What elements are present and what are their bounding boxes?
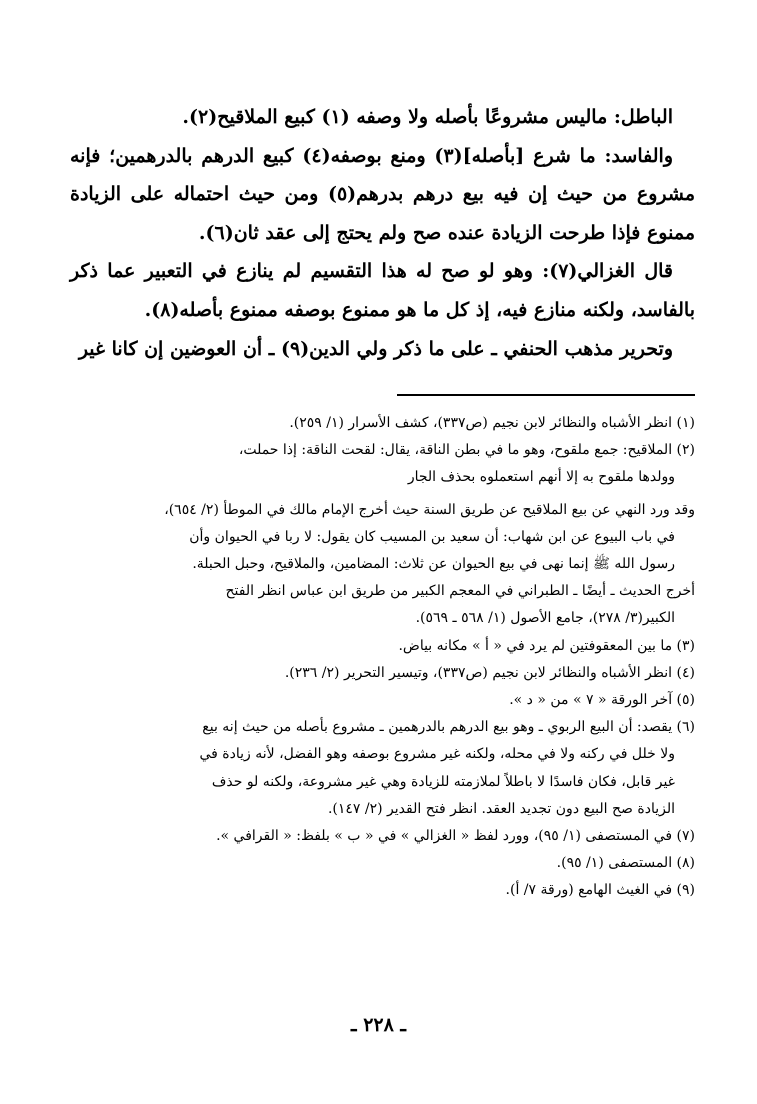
footnote-line: (٥) آخر الورقة « ٧ » من « د ».: [509, 692, 695, 709]
footnote-line: (٤) انظر الأشباه والنظائر لابن نجيم (ص٣٣٧)، وتيسير التحرير (٢/ ٢٣٦).: [284, 664, 695, 681]
footnote-line: رسول الله ﷺ إنما نهى في بيع الحيوان عن ثلاث: المضامين، والملاقيح، وحبل الحبلة.: [192, 556, 675, 573]
footnote-line: (٢) الملاقيح: جمع ملقوح، وهو ما في بطن الناقة، يقال: لقحت الناقة: إذا حملت،: [238, 442, 695, 459]
footnotes: [70, 410, 695, 905]
footnote-line: (٨) المستصفى (١/ ٩٥).: [556, 855, 695, 872]
footnote-line: وولدها ملقوح به إلا أنهم استعملوه بحذف الجار: [407, 469, 675, 486]
footnote-line: (٣) ما بين المعقوفتين لم يرد في « أ » مكانه بياض.: [398, 637, 695, 654]
footnote-line: أخرج الحديث ـ أيضًا ـ الطبراني في المعجم الكبير من طريق ابن عباس انظر الفتح: [225, 583, 695, 600]
footnote-line: في باب البيوع عن ابن شهاب: أن سعيد بن المسيب كان يقول: لا ربا في الحيوان وأن: [189, 528, 675, 545]
footnote-line: (١) انظر الأشباه والنظائر لابن نجيم (ص٣٣٧)، كشف الأسرار (١/ ٢٥٩).: [289, 415, 695, 431]
footnote-line: وقد ورد النهي عن بيع الملاقيح عن طريق السنة حيث أخرج الإمام مالك في الموطأ (٢/ ٦٥٤)،: [164, 501, 695, 518]
page-number: ـ ٢٢٨ ـ: [351, 1014, 406, 1036]
paragraph-fasid: والفاسد: ما شرع [بأصله](٣) ومنع بوصفه(٤) كبيع الدرهم بالدرهمين؛ فإنه مشروع من حيث إن فيه بيع درهم بدرهم(٥) ومن حيث احتماله على الزيادة ممنوع فإذا طرحت الزيادة عنده صح ولم يحتج إلى عقد ثان(٦).: [70, 144, 695, 244]
footnote-line: الزيادة صح البيع دون تجديد العقد. انظر فتح القدير (٢/ ١٤٧).: [327, 800, 675, 817]
footnote-line: (٩) في الغيث الهامع (ورقة ٧/ أ).: [505, 882, 695, 899]
footnote-line: ولا خلل في ركنه ولا في محله، ولكنه غير مشروع بوصفه وهو الفضل، لأنه زيادة في: [199, 746, 675, 763]
paragraph-hanafi: وتحرير مذهب الحنفي ـ على ما ذكر ولي الدين(٩) ـ أن العوضين إن كانا غير: [78, 337, 673, 360]
footnote-line: (٦) يقصد: أن البيع الربوي ـ وهو بيع الدرهم بالدرهمين ـ مشروع بأصله من حيث إنه بيع: [202, 719, 695, 736]
footnote-line: غير قابل، فكان فاسدًا لا باطلاً لملازمته للزيادة وهي غير مشروعة، ولكنه لو حذف: [211, 773, 675, 790]
paragraph-batil: الباطل: ماليس مشروعًا بأصله ولا وصفه (١) كبيع الملاقيح(٢).: [182, 106, 673, 128]
main-text: [70, 98, 695, 368]
footnote-line: الكبير(٣/ ٢٧٨)، جامع الأصول (١/ ٥٦٨ ـ ٥٦٩).: [415, 610, 675, 627]
footnote-separator: [397, 394, 695, 396]
paragraph-ghazali: قال الغزالي(٧): وهو لو صح له هذا التقسيم لم ينازع في التعبير عما ذكر بالفاسد، ولكنه منازع فيه، إذ كل ما هو ممنوع بوصفه ممنوع بأصله(٨).: [70, 260, 695, 321]
footnote-line: (٧) في المستصفى (١/ ٩٥)، وورد لفظ « الغزالي » في « ب » بلفظ: « القرافي ».: [216, 828, 695, 845]
